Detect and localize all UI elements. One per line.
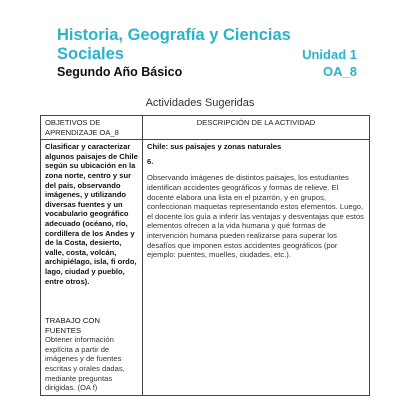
document-header xyxy=(57,26,357,79)
section-title: Actividades Sugeridas xyxy=(145,97,255,109)
subject-title-line1: Historia, Geografía y Ciencias xyxy=(57,26,291,44)
oa-code: OA_8 xyxy=(323,64,357,79)
unit-label: Unidad 1 xyxy=(302,47,357,62)
description-cell xyxy=(143,140,370,396)
skill-text: Obtener información explícita a partir de imágenes y de fuentes escritas y orales dadas, mediante preguntas dirigidas. (OA f) xyxy=(45,335,125,393)
grade-label: Segundo Año Básico xyxy=(57,65,183,79)
objectives-cell xyxy=(41,140,143,396)
skill-title: TRABAJO CON FUENTES xyxy=(45,316,101,335)
header-row-2 xyxy=(57,45,357,63)
table-header-row xyxy=(41,116,370,140)
objectives-column-header: OBJETIVOS DE APRENDIZAJE OA_8 xyxy=(41,116,143,140)
header-row-3 xyxy=(57,64,357,79)
activity-title: Chile: sus paisajes y zonas naturales xyxy=(147,142,282,152)
activities-table xyxy=(40,115,370,396)
table-row xyxy=(41,140,370,396)
subject-title-line2: Sociales xyxy=(57,45,124,63)
activity-description: Observando imágenes de distintos paisajes, los estudiantes identifican accidentes geográficos y formas de relieve. El docente elabora una lista en el pizarrón, y en grupos, confeccionan maquetas representando estos elementos. Luego, el docente los guía a inferir las ventajas y desventajas que estos elementos ofrecen a la vida humana y qué formas de intervención humana pueden realizarse para superar los desafíos que imponen estos accidentes geográficos (por ejemplo: puentes, muelles, ciudades, etc.). xyxy=(147,173,364,260)
learning-objective-text: Clasificar y caracterizar algunos paisajes de Chile según su ubicación en la zona norte, centro y sur del país, observando imágenes, y utilizando diversas fuentes y un vocabulario geográfico adecuado (océano, río, cordillera de los Andes y de la Costa, desierto, valle, costa, volcán, archipiélago, isla, fi ordo, lago, ciudad y pueblo, entre otros). xyxy=(45,142,138,286)
activity-number: 6. xyxy=(147,156,154,166)
description-column-header: DESCRIPCIÓN DE LA ACTIVIDAD xyxy=(143,116,370,140)
